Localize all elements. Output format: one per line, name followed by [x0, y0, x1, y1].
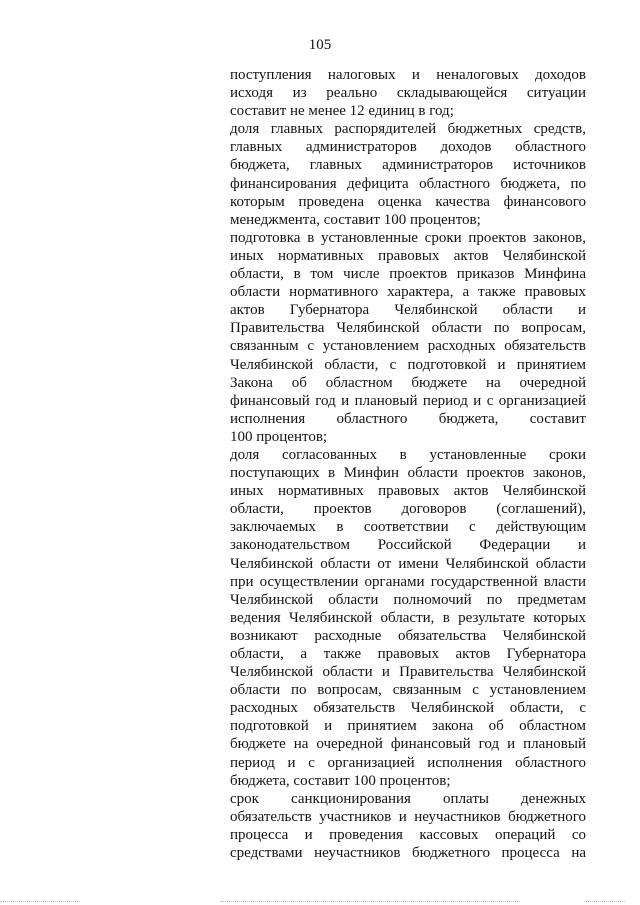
text-line: области по вопросам, связанным с установлением — [230, 682, 586, 699]
text-line: подготовкой и принятием закона об областном — [230, 718, 586, 735]
document-body — [230, 66, 586, 862]
paragraph — [230, 446, 586, 790]
text-line: менеджмента, составит 100 процентов; — [230, 211, 481, 228]
text-line: связанным с установлением расходных обязательств — [230, 338, 586, 355]
text-line: главных администраторов доходов областного — [230, 139, 586, 156]
text-line: составит не менее 12 единиц в год; — [230, 103, 454, 120]
text-line: Правительства Челябинской области по вопросам, — [230, 320, 586, 337]
text-line: бюджета, главных администраторов источников — [230, 157, 586, 174]
text-line: бюджете на очередной финансовый год и плановый — [230, 736, 586, 753]
text-line: законодательством Российской Федерации и — [230, 537, 586, 554]
text-line: доля согласованных в установленные сроки — [230, 446, 586, 463]
paragraph — [230, 229, 586, 446]
text-line: подготовка в установленные сроки проектов законов, — [230, 229, 586, 246]
text-line: иных нормативных правовых актов Челябинской — [230, 483, 586, 500]
text-line: срок санкционирования оплаты денежных — [230, 790, 586, 807]
text-line: области нормативного характера, а также правовых — [230, 284, 586, 301]
text-line: исполнения областного бюджета, составит — [230, 410, 586, 427]
text-line: Челябинской области и Правительства Челябинской — [230, 664, 586, 681]
text-line: области, в том числе проектов приказов Минфина — [230, 266, 586, 283]
text-line: средствами неучастников бюджетного процесса на — [230, 845, 586, 862]
text-line: исходя из реально складывающейся ситуации — [230, 85, 586, 102]
text-line: области, проектов договоров (соглашений), — [230, 501, 586, 518]
text-line: области, а также правовых актов Губернатора — [230, 646, 586, 662]
text-line: расходных обязательств Челябинской области, с — [230, 700, 586, 717]
paragraph — [230, 790, 586, 862]
paragraph — [230, 66, 586, 120]
scan-edge-artifact — [0, 901, 80, 902]
text-line: период и с организацией исполнения областного — [230, 754, 586, 771]
text-line: 100 процентов; — [230, 428, 328, 445]
text-line: обязательств участников и неучастников бюджетного — [230, 808, 586, 825]
text-line: доля главных распорядителей бюджетных средств, — [230, 121, 586, 138]
text-line: Челябинской области от имени Челябинской области — [230, 555, 586, 572]
text-line: при осуществлении органами государственной власти — [230, 573, 586, 590]
page-number: 105 — [308, 37, 332, 53]
text-line: Челябинской области, с подготовкой и принятием — [230, 356, 586, 373]
text-line: финансовый год и плановый период и с организацией — [230, 392, 586, 409]
text-line: актов Губернатора Челябинской области и — [230, 302, 586, 319]
text-line: процесса и проведения кассовых операций со — [230, 826, 586, 843]
text-line: бюджета, составит 100 процентов; — [230, 772, 451, 789]
paragraph — [230, 120, 586, 229]
scan-edge-artifact — [585, 901, 625, 902]
text-line: Закона об областном бюджете на очередной — [230, 374, 586, 391]
text-line: поступающих в Минфин области проектов законов, — [230, 465, 586, 482]
text-line: заключаемых в соответствии с действующим — [230, 519, 586, 536]
text-line: поступления налоговых и неналоговых доходов — [230, 67, 586, 83]
text-line: ведения Челябинской области, в результате которых — [230, 609, 586, 626]
scan-edge-artifact — [220, 901, 520, 902]
text-line: Челябинской области полномочий по предметам — [230, 591, 586, 608]
text-line: возникают расходные обязательства Челябинской — [230, 627, 586, 644]
text-line: иных нормативных правовых актов Челябинской — [230, 247, 586, 264]
text-line: которым проведена оценка качества финансового — [230, 193, 586, 210]
text-line: финансирования дефицита областного бюджета, по — [230, 175, 586, 192]
